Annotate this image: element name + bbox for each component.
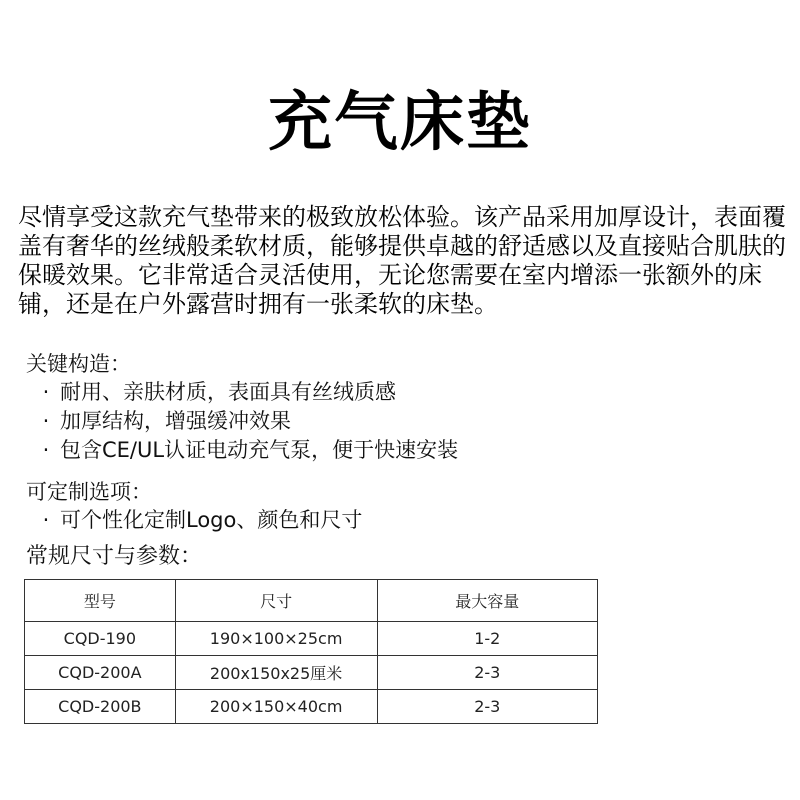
cell-capacity: 1-2 [377, 622, 597, 656]
cell-size: 200x150x25厘米 [175, 656, 377, 690]
custom-options-heading: 可定制选项： [26, 480, 152, 504]
bullet-icon: · [42, 508, 50, 532]
cell-size: 190×100×25cm [175, 622, 377, 656]
custom-options-list [32, 506, 362, 535]
list-item: · 耐用、亲肤材质，表面具有丝绒质感 [32, 378, 458, 407]
bullet-icon: · [42, 438, 50, 462]
key-construction-heading: 关键构造： [26, 352, 131, 376]
list-item: · 可个性化定制Logo、颜色和尺寸 [32, 506, 362, 535]
column-header-model: 型号 [25, 580, 176, 622]
table-row [25, 690, 598, 724]
product-description: 尽情享受这款充气垫带来的极致放松体验。该产品采用加厚设计，表面覆盖有奢华的丝绒般柔软材质，能够提供卓越的舒适感以及直接贴合肌肤的保暖效果。它非常适合灵活使用，无论您需要在室内增添一张额外的床铺，还是在户外露营时拥有一张柔软的床垫。 [18, 203, 786, 318]
bullet-icon: · [42, 380, 50, 404]
specs-heading: 常规尺寸与参数： [26, 544, 203, 569]
list-item: · 加厚结构，增强缓冲效果 [32, 407, 458, 436]
list-item: · 包含CE/UL认证电动充气泵，便于快速安装 [32, 436, 458, 465]
bullet-icon: · [42, 409, 50, 433]
table-header-row [25, 580, 598, 622]
table-row [25, 656, 598, 690]
cell-capacity: 2-3 [377, 656, 597, 690]
table-row [25, 622, 598, 656]
cell-model: CQD-200A [25, 656, 176, 690]
column-header-capacity: 最大容量 [377, 580, 597, 622]
cell-capacity: 2-3 [377, 690, 597, 724]
page-title: 充气床垫 [268, 86, 532, 160]
cell-model: CQD-200B [25, 690, 176, 724]
key-construction-list [32, 378, 458, 465]
cell-model: CQD-190 [25, 622, 176, 656]
cell-size: 200×150×40cm [175, 690, 377, 724]
column-header-size: 尺寸 [175, 580, 377, 622]
specs-table [24, 579, 598, 724]
